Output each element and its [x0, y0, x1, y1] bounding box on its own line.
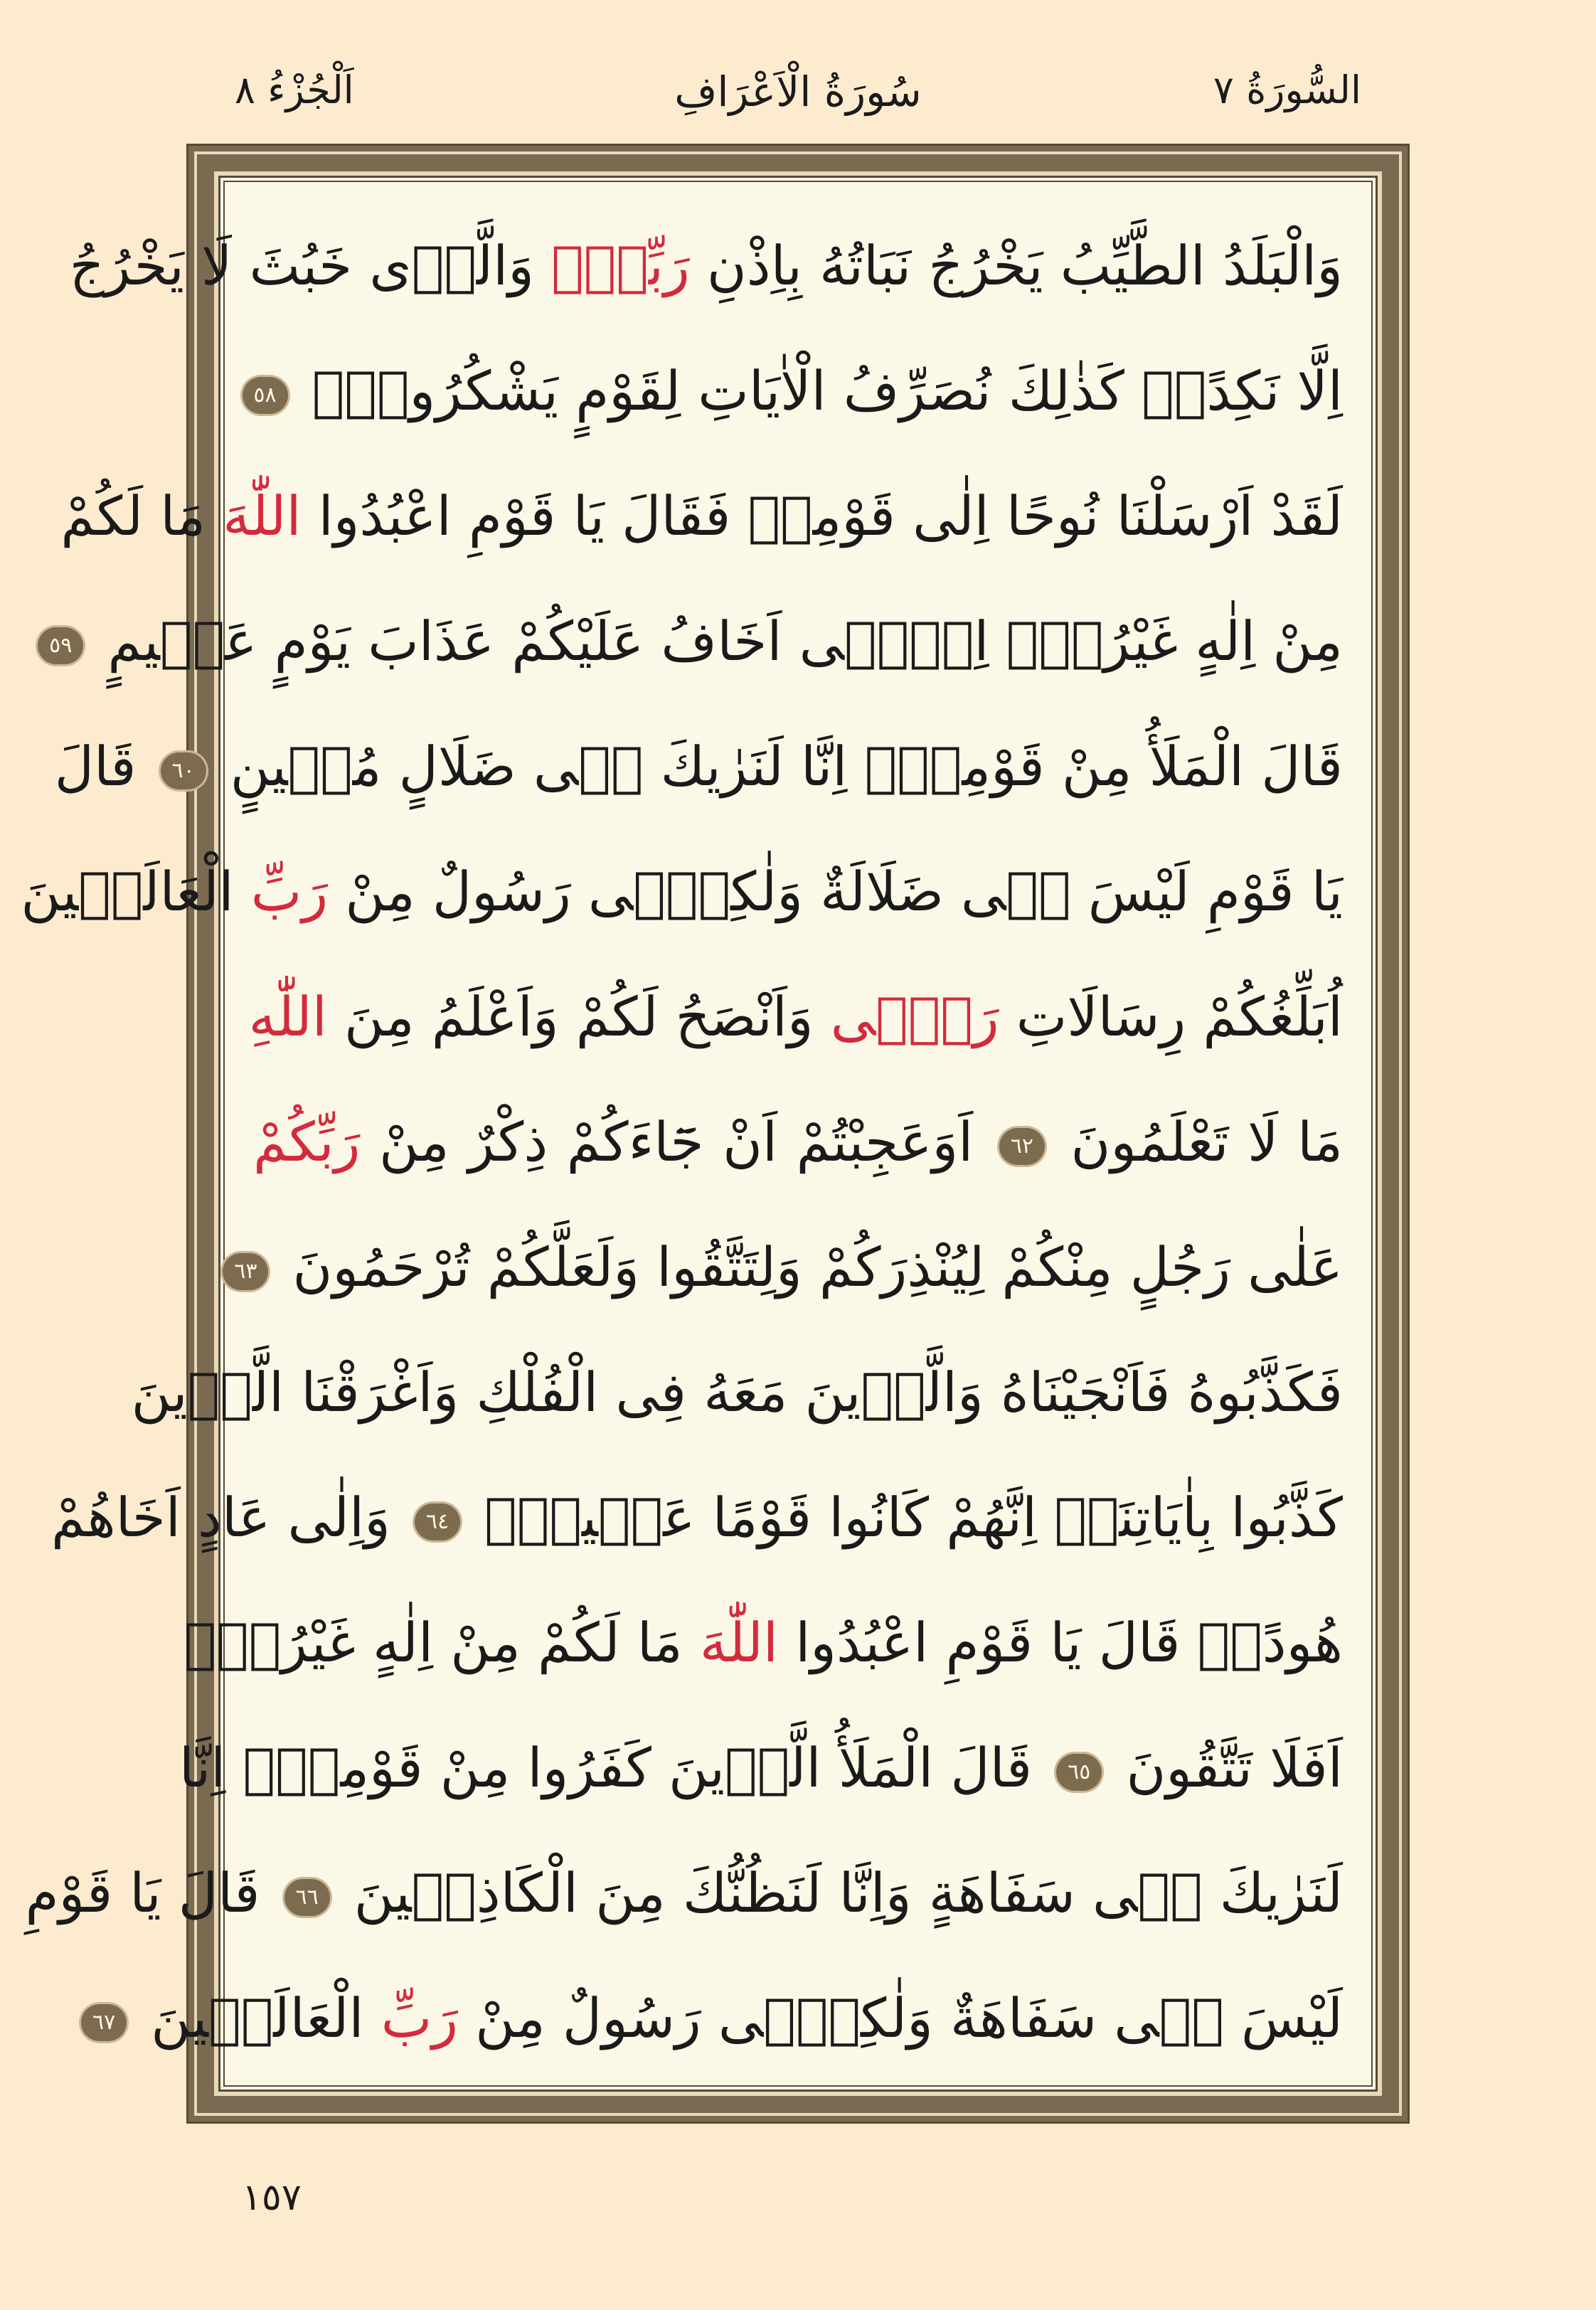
- verse-text: مَا لَكُمْ: [60, 484, 223, 548]
- text-line: [248, 954, 1343, 1080]
- verse-text: اَفَلَا تَتَّقُونَ: [1109, 1736, 1343, 1799]
- line-text: [248, 985, 1343, 1048]
- ayah-number-marker: ٦٢: [999, 1128, 1045, 1165]
- verse-text: قَالَ الْمَلَأُ الَّذ۪ينَ كَفَرُوا مِنْ قَوْمِه۪ٓ اِنَّا: [179, 1736, 1050, 1799]
- verse-text: اِلَّا نَكِدًاۜ كَذٰلِكَ نُصَرِّفُ الْاٰيَاتِ لِقَوْمٍ يَشْكُرُونَ۟: [294, 359, 1343, 422]
- text-line: [253, 329, 1343, 454]
- text-line: [234, 1205, 1343, 1330]
- divine-name: رَبِّكُمْ: [253, 1110, 361, 1173]
- text-line: [253, 1080, 1343, 1205]
- ayah-number-marker: ٥٨: [243, 377, 288, 414]
- divine-name: اللّٰهَ: [699, 1611, 779, 1674]
- verse-text: هُودًاۜ قَالَ يَا قَوْمِ اعْبُدُوا: [778, 1611, 1343, 1674]
- line-text: [4, 860, 1343, 923]
- verse-text: فَكَذَّبُوهُ فَاَنْجَيْنَاهُ وَالَّذ۪ينَ مَعَهُ فِى الْفُلْكِ وَاَغْرَقْنَا الَّذ۪ينَ: [131, 1361, 1343, 1424]
- ayah-number-marker: ٥٩: [38, 627, 83, 664]
- text-line: [25, 1831, 1343, 1956]
- divine-name: اللّٰهِ: [248, 985, 327, 1048]
- sura-title: سُورَةُ الْاَعْرَافِ: [674, 68, 922, 116]
- text-line: [183, 1580, 1343, 1705]
- divine-name: رَبِّ: [250, 860, 329, 923]
- line-text: [54, 735, 1343, 798]
- verse-text: وَاِلٰى عَادٍ اَخَاهُمْ: [50, 1486, 408, 1549]
- sura-number: السُّورَةُ ٧: [1213, 68, 1361, 112]
- line-text: [60, 484, 1343, 548]
- text-line: [60, 454, 1343, 579]
- verse-text: قَالَ يَا قَوْمِ: [25, 1861, 277, 1925]
- frame-inner: [4, 171, 1382, 2096]
- verse-text: الْعَالَم۪ينَ: [4, 860, 251, 923]
- verse-text: اُبَلِّغُكُمْ رِسَالَاتِ: [999, 985, 1343, 1048]
- verse-text: مِنْ اِلٰهٍ غَيْرُهُۜ اِنّ۪ٓى اَخَافُ عَلَيْكُمْ عَذَابَ يَوْمٍ عَظ۪يمٍ: [90, 610, 1343, 673]
- divine-name: رَبِّهٖۚ: [551, 234, 690, 297]
- verse-text: عَلٰى رَجُلٍ مِنْكُمْ لِيُنْذِرَكُمْ وَلِتَتَّقُوا وَلَعَلَّكُمْ تُرْحَمُونَ: [275, 1235, 1343, 1299]
- page-frame: [4, 144, 1410, 2124]
- verse-text: الْعَالَم۪ينَ: [134, 1986, 381, 2050]
- ayah-number-marker: ٦٤: [415, 1503, 460, 1540]
- line-text: [25, 1861, 1343, 1925]
- verse-text: وَاَنْصَحُ لَكُمْ وَاَعْلَمُ مِنَ: [326, 985, 831, 1048]
- text-line: [131, 1330, 1343, 1455]
- line-text: [253, 1110, 1343, 1173]
- ayah-number-marker: ٦٦: [284, 1879, 330, 1916]
- line-text: [183, 1611, 1343, 1674]
- verse-text: اَوَعَجِبْتُمْ اَنْ جَٓاءَكُمْ ذِكْرٌ مِنْ: [360, 1110, 992, 1173]
- verse-text: لَنَرٰيكَ ف۪ى سَفَاهَةٍ وَاِنَّا لَنَظُنُّكَ مِنَ الْكَاذِب۪ينَ: [336, 1861, 1343, 1925]
- text-line: [4, 829, 1343, 954]
- text-line: [69, 203, 1343, 329]
- line-text: [92, 1986, 1343, 2050]
- divine-name: رَبّ۪ى: [830, 985, 999, 1048]
- verse-text: وَالَّذ۪ى خَبُثَ لَا يَخْرُجُ: [69, 234, 552, 297]
- page-header: [235, 68, 1361, 139]
- verse-text: يَا قَوْمِ لَيْسَ ب۪ى ضَلَالَةٌ وَلٰكِنّ۪ى رَسُولٌ مِنْ: [328, 860, 1343, 923]
- ayah-number-marker: ٦٠: [161, 752, 206, 789]
- ayah-number-marker: ٦٥: [1056, 1754, 1102, 1791]
- verse-text: وَالْبَلَدُ الطَّيِّبُ يَخْرُجُ نَبَاتُهُ بِاِذْنِ: [689, 234, 1343, 297]
- text-line: [54, 704, 1343, 829]
- text-line: [49, 579, 1343, 704]
- verse-text: كَذَّبُوا بِاٰيَاتِنَاۜ اِنَّهُمْ كَانُوا قَوْمًا عَم۪ينَ۟: [467, 1486, 1343, 1549]
- ayah-number-marker: ٦٣: [223, 1253, 268, 1290]
- line-text: [69, 234, 1343, 297]
- divine-name: رَبِّ: [381, 1986, 458, 2050]
- verse-text: مَا لَكُمْ مِنْ اِلٰهٍ غَيْرُهُۜ: [183, 1611, 700, 1674]
- line-text: [131, 1361, 1343, 1424]
- line-text: [253, 359, 1343, 422]
- ayah-number-marker: ٦٧: [81, 2004, 127, 2041]
- line-text: [179, 1736, 1343, 1799]
- line-text: [50, 1486, 1343, 1549]
- divine-name: اللّٰهَ: [223, 484, 302, 548]
- frame-band: [4, 151, 1402, 2116]
- verse-text: مَا لَا تَعْلَمُونَ: [1051, 1110, 1343, 1173]
- page-number: ١٥٧: [242, 2176, 302, 2219]
- verse-text: لَقَدْ اَرْسَلْنَا نُوحًا اِلٰى قَوْمِه۪ فَقَالَ يَا قَوْمِ اعْبُدُوا: [301, 484, 1343, 548]
- frame-inner-border: [4, 176, 1378, 2092]
- line-text: [234, 1235, 1343, 1299]
- verse-text: قَالَ: [54, 735, 154, 798]
- text-line: [179, 1705, 1343, 1831]
- verse-text: قَالَ الْمَلَأُ مِنْ قَوْمِه۪ٓ اِنَّا لَنَرٰيكَ ف۪ى ضَلَالٍ مُب۪ينٍ: [213, 735, 1343, 798]
- text-line: [50, 1455, 1343, 1580]
- verse-text: لَيْسَ ب۪ى سَفَاهَةٌ وَلٰكِنّ۪ى رَسُولٌ مِنْ: [457, 1986, 1343, 2050]
- text-line: [92, 1956, 1343, 2081]
- line-text: [49, 610, 1343, 673]
- quran-text-area: [4, 181, 1373, 2087]
- juz-label: اَلْجُزْءُ ٨: [235, 68, 354, 112]
